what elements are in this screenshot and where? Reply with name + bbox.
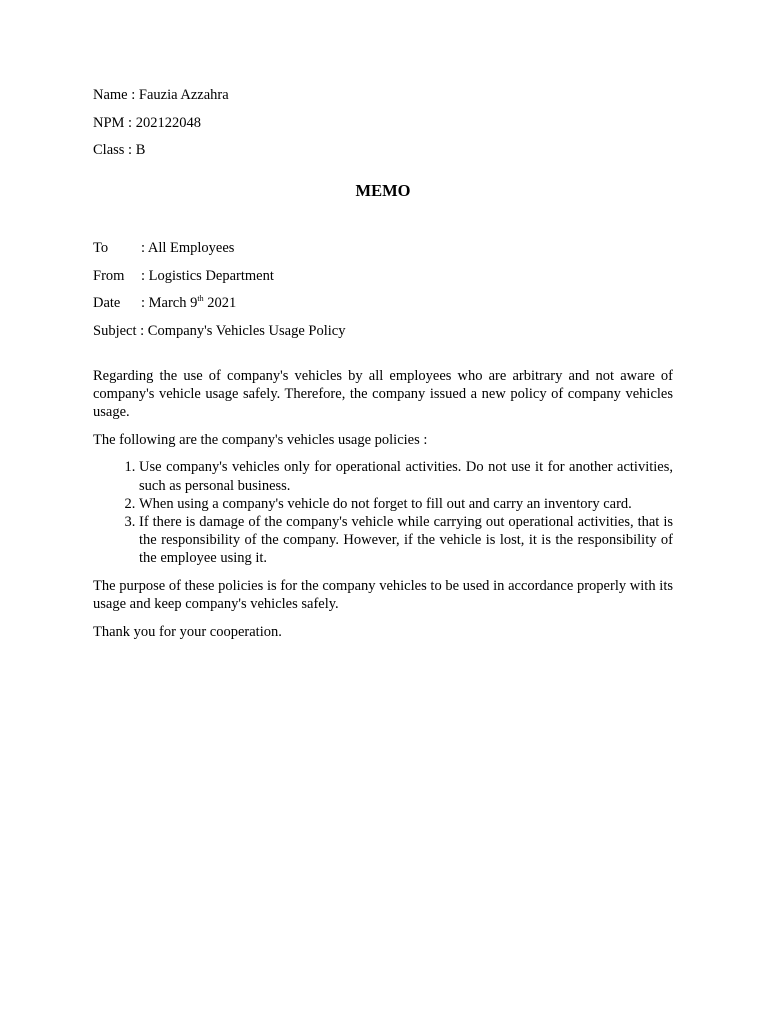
- memo-body: [93, 367, 673, 642]
- memo-from-label: From: [93, 267, 125, 284]
- memo-date-row: [93, 294, 673, 312]
- memo-date-prefix: : March 9: [141, 295, 198, 311]
- memo-subject-label: Subject: [93, 322, 137, 339]
- purpose-paragraph: The purpose of these policies is for the company vehicles to be used in accordance properly with its usage and keep company's vehicles safely.: [93, 578, 673, 613]
- intro-paragraph: Regarding the use of company's vehicles by all employees who are arbitrary and not aware of company's vehicle usage safely. Therefore, the company issued a new policy of company vehicles usage.: [93, 367, 673, 420]
- policy-item: 2. When using a company's vehicle do not forget to fill out and carry an inventory card.: [139, 495, 673, 513]
- memo-to-row: [93, 239, 673, 257]
- memo-title: MEMO: [355, 181, 411, 200]
- memo-subject-row: [93, 322, 673, 340]
- memo-subject-value: : Company's Vehicles Usage Policy: [136, 322, 346, 339]
- student-class: Class : B: [93, 142, 146, 158]
- policy-item: 1. Use company's vehicles only for operational activities. Do not use it for another activities, such as personal business.: [139, 458, 673, 494]
- student-name: Name : Fauzia Azzahra: [93, 87, 229, 103]
- memo-to-value: : All Employees: [141, 240, 235, 256]
- memo-from-row: [93, 267, 673, 285]
- student-info: [93, 86, 673, 159]
- memo-to-label: To: [93, 240, 109, 256]
- closing-line: Thank you for your cooperation.: [93, 623, 282, 640]
- policy-list: [93, 458, 673, 567]
- memo-header: [93, 239, 673, 340]
- policies-lead: The following are the company's vehicles usage policies :: [93, 431, 428, 448]
- memo-date-label: Date: [93, 295, 121, 311]
- memo-date-suffix: 2021: [203, 295, 237, 311]
- student-npm: NPM : 202122048: [93, 114, 201, 131]
- policy-item: 3. If there is damage of the company's vehicle while carrying out operational activities, that is the responsibility of the company. However, if the vehicle is lost, it is the responsibility of the employee using it.: [139, 513, 673, 568]
- memo-date-ordinal: th: [197, 294, 204, 304]
- memo-from-value: : Logistics Department: [141, 267, 274, 284]
- document-page: [93, 86, 673, 651]
